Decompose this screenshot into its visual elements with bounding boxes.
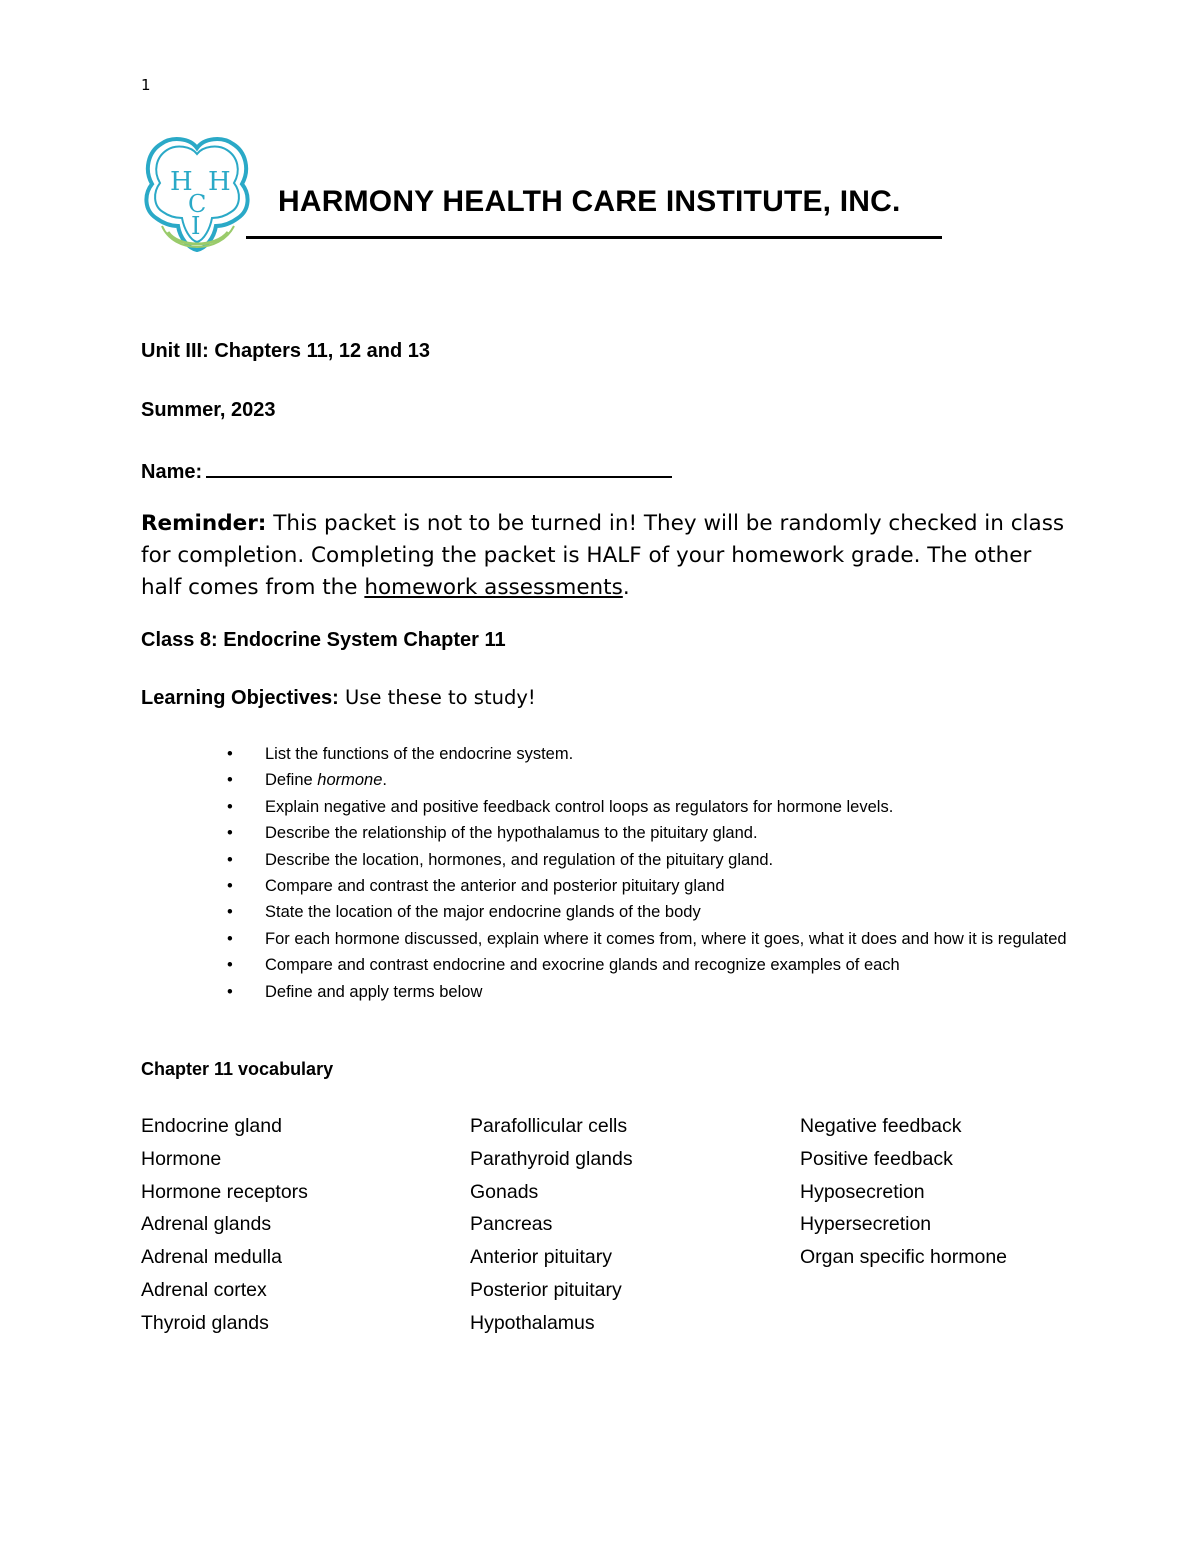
vocabulary-heading: Chapter 11 vocabulary [141, 1059, 334, 1079]
vocab-term: Organ specific hormone [800, 1246, 1008, 1269]
list-item: • Define and apply terms below [227, 979, 1077, 1005]
objectives-list [227, 741, 1077, 1005]
vocab-term: Parafollicular cells [470, 1115, 628, 1137]
reminder-label: Reminder: [141, 511, 267, 536]
vocabulary-column-2 [470, 1110, 633, 1340]
page-number: 1 [141, 76, 151, 94]
name-line [141, 456, 672, 484]
name-blank-field[interactable] [206, 456, 672, 478]
unit-line: Unit III: Chapters 11, 12 and 13 [141, 340, 430, 362]
logo-letter-i: I [191, 212, 201, 240]
logo-letter-c: C [188, 190, 207, 218]
vocab-term: Anterior pituitary [470, 1246, 612, 1269]
class-heading: Class 8: Endocrine System Chapter 11 [141, 629, 506, 651]
vocab-term: Adrenal glands [141, 1213, 272, 1236]
hhci-logo [138, 136, 256, 254]
list-item: • Describe the location, hormones, and regulation of the pituitary gland. [227, 847, 1077, 873]
vocab-term: Thyroid glands [141, 1311, 269, 1334]
reminder-paragraph [141, 508, 1071, 604]
vocab-term: Pancreas [470, 1213, 553, 1236]
vocab-term: Adrenal medulla [141, 1246, 282, 1269]
vocab-term: Hormone [141, 1147, 222, 1170]
objectives-heading [141, 686, 536, 710]
vocab-term: Parathyroid glands [470, 1147, 633, 1170]
header-divider [246, 236, 942, 239]
logo-letter-h1: H [170, 167, 193, 197]
vocab-term: Hormone receptors [141, 1180, 308, 1203]
objectives-label: Learning Objectives: [141, 687, 339, 709]
vocabulary-column-3 [800, 1110, 1007, 1274]
list-item: • List the functions of the endocrine system. [227, 741, 1077, 767]
vocabulary-column-1 [141, 1110, 308, 1340]
list-item: • State the location of the major endocrine glands of the body [227, 899, 1077, 925]
vocab-term: Hypersecretion [800, 1213, 932, 1236]
homework-assessments-link[interactable]: homework assessments [364, 575, 623, 600]
institute-name: HARMONY HEALTH CARE INSTITUTE, INC. [278, 185, 901, 218]
list-item: • For each hormone discussed, explain where it comes from, where it goes, what it does and how it is regulated [227, 926, 1077, 952]
name-label: Name: [141, 461, 203, 483]
vocab-term: Positive feedback [800, 1147, 953, 1170]
reminder-text-1: This packet is not to be turned in! They will be randomly checked in class for completion. Completing the packet is HALF of your homework grade. The other half comes from the [141, 511, 1065, 600]
list-item: • Explain negative and positive feedback control loops as regulators for hormone levels. [227, 794, 1077, 820]
vocab-term: Posterior pituitary [470, 1278, 622, 1301]
list-item: • Compare and contrast the anterior and posterior pituitary gland [227, 873, 1077, 899]
vocab-term: Hypothalamus [470, 1311, 595, 1334]
vocab-term: Gonads [470, 1180, 539, 1203]
reminder-text-2: . [622, 575, 630, 600]
list-item: • Compare and contrast endocrine and exocrine glands and recognize examples of each [227, 952, 1077, 978]
vocab-term: Endocrine gland [141, 1115, 282, 1137]
objectives-tagline: Use these to study! [338, 686, 536, 709]
hormone-term: hormone [317, 771, 383, 790]
vocab-term: Adrenal cortex [141, 1278, 267, 1301]
list-item: • Describe the relationship of the hypothalamus to the pituitary gland. [227, 820, 1077, 846]
list-item: • Define hormone. [227, 767, 1077, 793]
vocab-term: Negative feedback [800, 1115, 962, 1137]
vocab-term: Hyposecretion [800, 1180, 925, 1203]
term-line: Summer, 2023 [141, 399, 276, 421]
logo-letter-h2: H [208, 167, 231, 197]
